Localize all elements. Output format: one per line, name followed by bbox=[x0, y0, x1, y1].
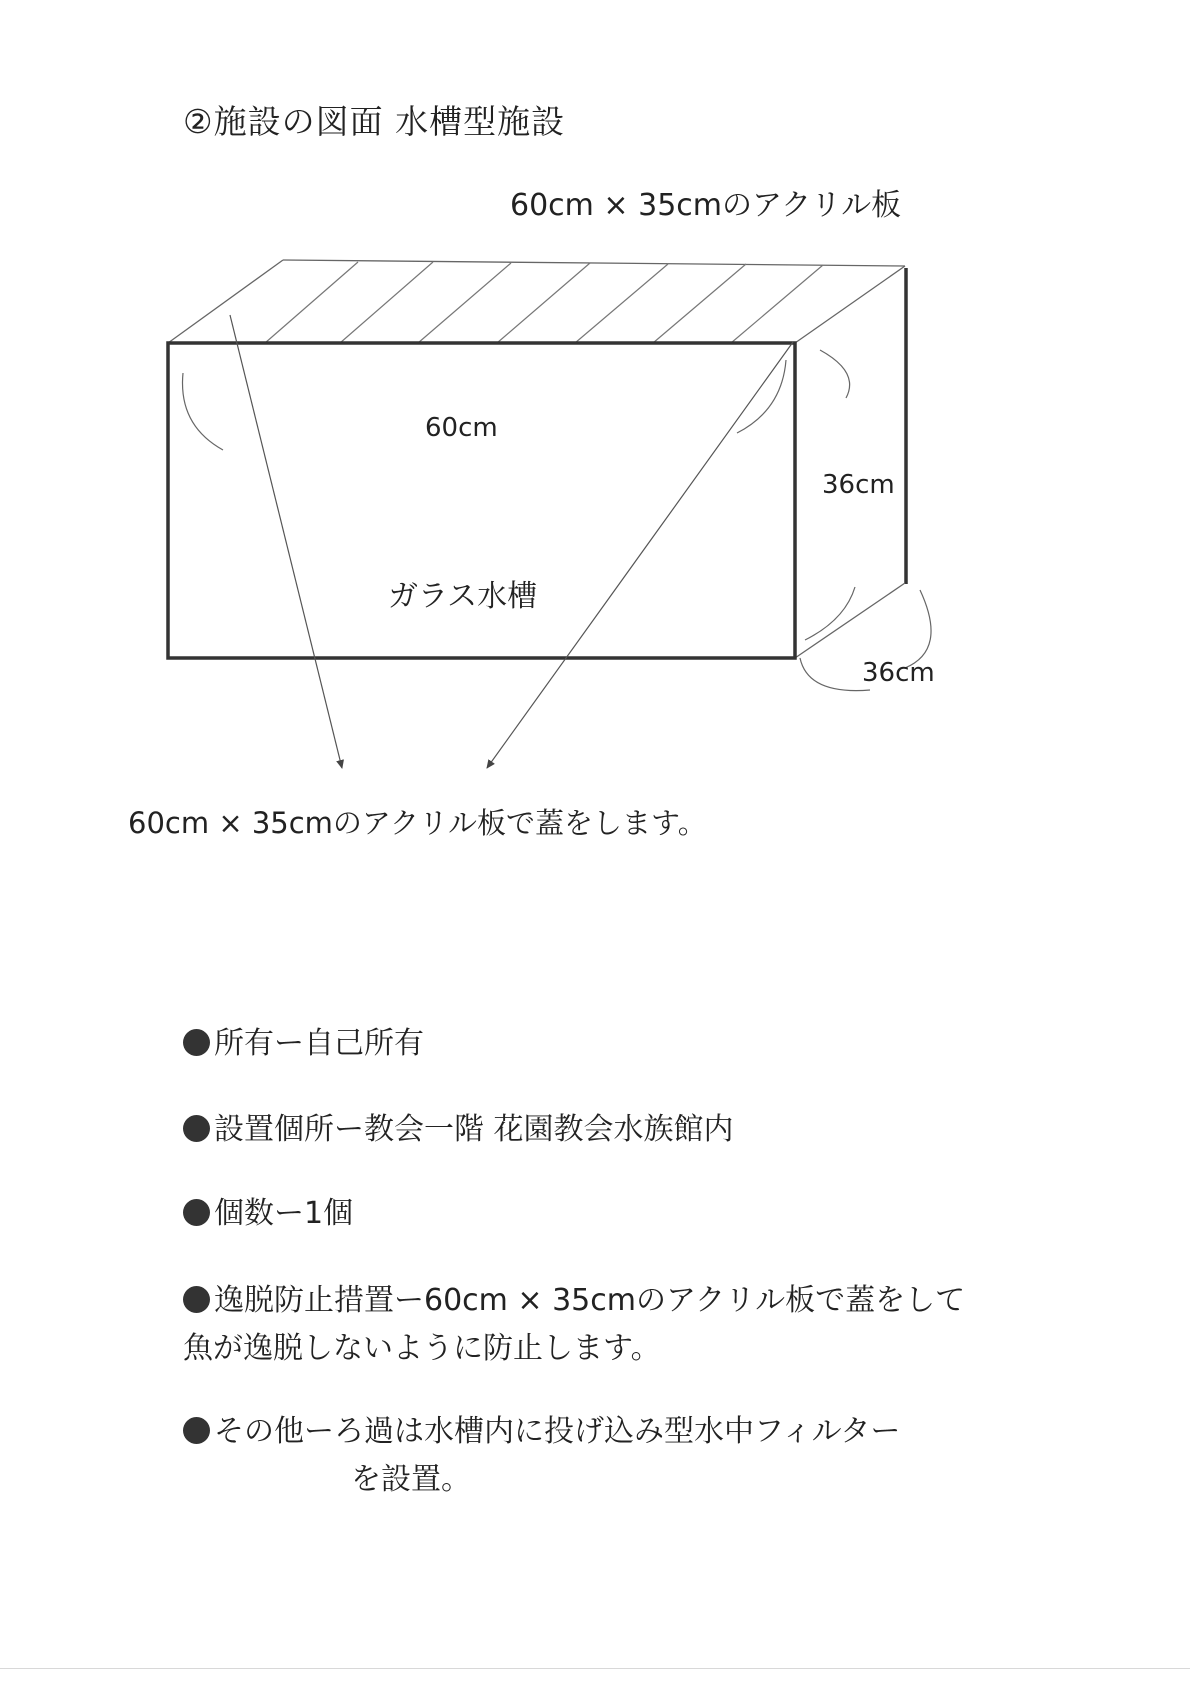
list-item-text: 個数ー1個 bbox=[214, 1196, 354, 1231]
tank-depth-edge bbox=[795, 583, 905, 658]
height-dimension-label: 36cm bbox=[822, 470, 895, 500]
bullet-icon bbox=[183, 1029, 210, 1056]
bullet-icon bbox=[183, 1286, 210, 1313]
list-item-text: 所有ー自己所有 bbox=[214, 1026, 424, 1061]
list-item-text: 逸脱防止措置ー60cm × 35cmのアクリル板で蓋をして bbox=[214, 1283, 966, 1318]
width-dimension-label: 60cm bbox=[425, 413, 498, 443]
list-item-continuation: を設置。 bbox=[351, 1462, 471, 1497]
dimension-arcs bbox=[183, 350, 932, 691]
scan-edge-line bbox=[0, 1668, 1190, 1669]
lid-arrow-left bbox=[230, 315, 342, 768]
list-item-text: その他ーろ過は水槽内に投げ込み型水中フィルター bbox=[214, 1414, 901, 1449]
list-item-ownership bbox=[183, 1020, 424, 1068]
lid-arrow-right bbox=[487, 342, 793, 768]
bullet-icon bbox=[183, 1417, 210, 1444]
list-item-continuation: 魚が逸脱しないように防止します。 bbox=[183, 1331, 661, 1366]
list-item-other bbox=[183, 1408, 900, 1504]
list-item-count bbox=[183, 1190, 353, 1238]
bullet-icon bbox=[183, 1115, 210, 1142]
list-item-location bbox=[183, 1106, 734, 1154]
acrylic-plate-label: 60cm × 35cmのアクリル板 bbox=[510, 188, 902, 223]
lid-hatching bbox=[265, 262, 823, 343]
list-item-text: 設置個所ー教会一階 花園教会水族館内 bbox=[214, 1112, 734, 1147]
lid-note: 60cm × 35cmのアクリル板で蓋をします。 bbox=[128, 806, 707, 840]
glass-tank-label: ガラス水槽 bbox=[388, 579, 538, 614]
bullet-icon bbox=[183, 1199, 210, 1226]
depth-dimension-label: 36cm bbox=[862, 658, 935, 688]
list-item-escape-prevention bbox=[183, 1277, 965, 1373]
page-title: ②施設の図面 水槽型施設 bbox=[183, 102, 566, 141]
